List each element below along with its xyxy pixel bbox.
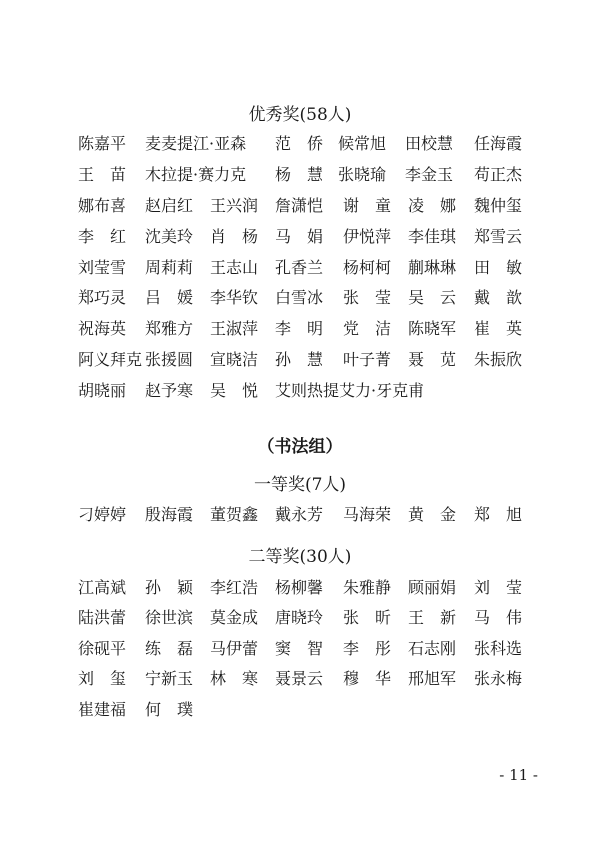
award-name: 娜布喜 bbox=[78, 195, 127, 215]
award-name: 杨 慧 bbox=[275, 164, 324, 184]
award-name: 郑雪云 bbox=[474, 226, 523, 246]
award-name: 魏仲玺 bbox=[474, 195, 523, 215]
award-name: 张 莹 bbox=[343, 288, 392, 308]
excellence-heading: 优秀奖(58人) bbox=[248, 105, 352, 125]
award-name: 杨柳馨 bbox=[275, 578, 324, 597]
award-name: 郑雅方 bbox=[145, 319, 194, 339]
award-name: 党 洁 bbox=[343, 319, 392, 339]
award-name: 田校慧 bbox=[405, 134, 454, 153]
award-name: 刘莹雪 bbox=[78, 257, 127, 277]
award-name: 郑巧灵 bbox=[78, 288, 127, 308]
name-row bbox=[78, 134, 538, 165]
award-name: 李红浩 bbox=[210, 578, 259, 597]
award-name: 祝海英 bbox=[78, 319, 127, 339]
second-prize-heading: 二等奖(30人) bbox=[248, 547, 352, 567]
award-name: 刘 莹 bbox=[474, 578, 523, 597]
award-name: 孙 颖 bbox=[145, 578, 194, 597]
award-name: 吴 悦 bbox=[210, 381, 259, 401]
award-name: 白雪冰 bbox=[275, 288, 324, 308]
award-name: 李 彤 bbox=[343, 638, 392, 658]
award-name: 张晓瑜 bbox=[338, 164, 387, 184]
name-row bbox=[78, 608, 538, 638]
award-name: 王兴润 bbox=[210, 195, 259, 215]
award-name: 赵启红 bbox=[145, 195, 194, 215]
award-name: 戴 歆 bbox=[474, 288, 523, 308]
name-row bbox=[78, 319, 538, 350]
award-name: 郑 旭 bbox=[474, 505, 523, 524]
award-name: 张科选 bbox=[474, 638, 523, 658]
award-name: 周莉莉 bbox=[145, 257, 194, 277]
award-name: 莫金成 bbox=[210, 608, 259, 628]
award-name: 李 红 bbox=[78, 226, 127, 246]
award-name: 徐世滨 bbox=[145, 608, 194, 628]
award-name: 沈美玲 bbox=[145, 226, 194, 246]
award-name: 张永梅 bbox=[474, 669, 523, 689]
name-row bbox=[78, 288, 538, 319]
award-name: 王 苗 bbox=[78, 164, 127, 184]
award-name: 候常旭 bbox=[338, 134, 387, 153]
award-name: 肖 杨 bbox=[210, 226, 259, 246]
award-name: 穆 华 bbox=[343, 669, 392, 689]
second-prize-list bbox=[78, 578, 538, 730]
award-name: 伊悦萍 bbox=[343, 226, 392, 246]
name-row bbox=[78, 639, 538, 669]
award-name: 窦 智 bbox=[275, 638, 324, 658]
first-prize-heading: 一等奖(7人) bbox=[253, 475, 347, 495]
award-name: 石志刚 bbox=[408, 638, 457, 658]
award-name: 阿义拜克 bbox=[78, 350, 143, 370]
award-name: 凌 娜 bbox=[408, 195, 457, 215]
first-prize-list bbox=[78, 505, 538, 536]
award-name: 李佳琪 bbox=[408, 226, 457, 246]
award-name: 张 昕 bbox=[343, 608, 392, 628]
name-row bbox=[78, 669, 538, 699]
award-name: 任海霞 bbox=[474, 134, 523, 153]
award-name: 范 侨 bbox=[275, 134, 324, 153]
award-name: 宣晓洁 bbox=[210, 350, 259, 370]
calligraphy-group-heading: （书法组） bbox=[257, 437, 343, 457]
award-name: 徐砚平 bbox=[78, 638, 127, 658]
award-name: 聂景云 bbox=[275, 669, 324, 689]
name-row bbox=[78, 196, 538, 227]
award-name: 李金玉 bbox=[405, 164, 454, 184]
award-name: 江高斌 bbox=[78, 578, 127, 597]
award-name: 赵予寒 bbox=[145, 381, 194, 401]
award-name: 崔建福 bbox=[78, 699, 127, 719]
name-row bbox=[78, 165, 538, 196]
award-name: 唐晓玲 bbox=[275, 608, 324, 628]
award-name: 马伊蕾 bbox=[210, 638, 259, 658]
award-name: 殷海霞 bbox=[145, 505, 194, 524]
award-name: 王 新 bbox=[408, 608, 457, 628]
award-name: 陈嘉平 bbox=[78, 134, 127, 153]
award-name: 陆洪蕾 bbox=[78, 608, 127, 628]
award-name: 聂 苋 bbox=[408, 350, 457, 370]
award-name: 吕 媛 bbox=[145, 288, 194, 308]
award-name: 李华钦 bbox=[210, 288, 259, 308]
award-name: 叶子菁 bbox=[343, 350, 392, 370]
award-name: 麦麦提江·亚森 bbox=[145, 134, 247, 153]
page-number: - 11 - bbox=[499, 766, 538, 784]
name-row bbox=[78, 258, 538, 289]
award-name: 林 寒 bbox=[210, 669, 259, 689]
name-row bbox=[78, 227, 538, 258]
name-row bbox=[78, 381, 538, 412]
award-name: 孙 慧 bbox=[275, 350, 324, 370]
award-name: 苟正杰 bbox=[474, 164, 523, 184]
award-name: 何 璞 bbox=[145, 699, 194, 719]
award-name: 杨柯柯 bbox=[343, 257, 392, 277]
award-name: 董贺鑫 bbox=[210, 505, 259, 524]
award-name: 宁新玉 bbox=[145, 669, 194, 689]
award-name: 张援圆 bbox=[145, 350, 194, 370]
award-name: 蒯琳琳 bbox=[408, 257, 457, 277]
name-row bbox=[78, 578, 538, 608]
award-name: 朱振欣 bbox=[474, 350, 523, 370]
award-name: 胡晓丽 bbox=[78, 381, 127, 401]
award-name: 王志山 bbox=[210, 257, 259, 277]
award-name: 艾则热提艾力·牙克甫 bbox=[275, 381, 425, 401]
award-name: 孔香兰 bbox=[275, 257, 324, 277]
excellence-list bbox=[78, 134, 538, 412]
award-name: 黄 金 bbox=[408, 505, 457, 524]
award-name: 顾丽娟 bbox=[408, 578, 457, 597]
award-name: 王淑萍 bbox=[210, 319, 259, 339]
award-name: 朱雅静 bbox=[343, 578, 392, 597]
award-name: 邢旭军 bbox=[408, 669, 457, 689]
award-name: 谢 童 bbox=[343, 195, 392, 215]
award-name: 李 明 bbox=[275, 319, 324, 339]
award-name: 詹潇恺 bbox=[275, 195, 324, 215]
award-name: 田 敏 bbox=[474, 257, 523, 277]
award-name: 戴永芳 bbox=[275, 505, 324, 524]
name-row bbox=[78, 505, 538, 536]
award-name: 刘 玺 bbox=[78, 669, 127, 689]
award-name: 刁婷婷 bbox=[78, 505, 127, 524]
award-name: 马 伟 bbox=[474, 608, 523, 628]
name-row bbox=[78, 700, 538, 730]
award-name: 崔 英 bbox=[474, 319, 523, 339]
award-name: 陈晓军 bbox=[408, 319, 457, 339]
award-name: 马 娟 bbox=[275, 226, 324, 246]
award-name: 木拉提·赛力克 bbox=[145, 164, 247, 184]
name-row bbox=[78, 350, 538, 381]
award-name: 吴 云 bbox=[408, 288, 457, 308]
award-name: 马海荣 bbox=[343, 505, 392, 524]
award-name: 练 磊 bbox=[145, 638, 194, 658]
